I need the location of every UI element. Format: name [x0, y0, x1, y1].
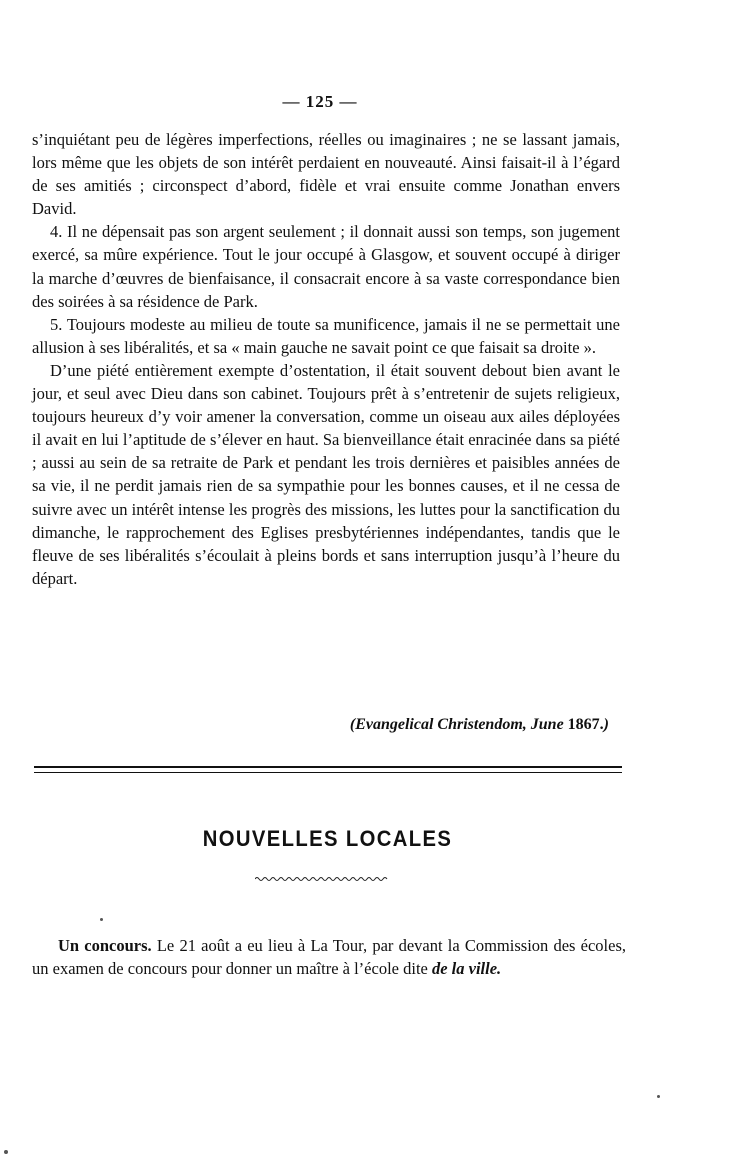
paper-speck [100, 918, 103, 921]
news-paragraph [32, 934, 626, 980]
article-body [32, 128, 620, 590]
paper-speck [657, 1095, 660, 1098]
news-lead: Un concours. [58, 936, 152, 955]
paragraph-point-5: 5. Toujours modeste au milieu de toute sa munificence, jamais il ne se permettait une allusion à ses libéralités, et sa « main gauche ne savait point ce que faisait sa droite ». [32, 314, 620, 357]
section-divider [34, 766, 622, 773]
citation-close-paren: ) [603, 716, 609, 733]
page-number: — 125 — [282, 92, 358, 111]
paragraph-continuation: s’inquiétant peu de légères imperfections, réelles ou imaginaires ; ne se lassant jamais, lors même que les objets de son intérêt perdaient en nouveauté. Ainsi faisait-il à l’égard de ses amitiés ; circonspect d’abord, fidèle et vrai ensuite comme Jonathan envers David. [32, 130, 620, 219]
section-title: NOUVELLES LOCALES [202, 826, 453, 851]
citation-date: 1867. [567, 716, 604, 733]
paper-speck [4, 1150, 8, 1154]
news-place: de la ville. [431, 959, 502, 979]
paragraph-point-4: 4. Il ne dépensait pas son argent seulement ; il donnait aussi son temps, son jugement exercé, sa mûre expérience. Tout le jour occupé à Glasgow, et souvent occupé à diriger la marche d’œuvres de bienfaisance, il consacrait encore à sa vaste correspondance bien des soirées à sa résidence de Park. [32, 222, 620, 311]
citation-open-paren: ( [349, 716, 356, 733]
source-citation [350, 716, 609, 734]
citation-source: Evangelical Christendom, June [355, 716, 564, 733]
paragraph-piety: D’une piété entièrement exempte d’ostentation, il était souvent debout bien avant le jour, et seul avec Dieu dans son cabinet. Toujours prêt à s’entretenir de sujets religieux, toujours heureux d’y voir amener la conversation, comme un oiseau aux ailes déployées il avait en lui l’aptitude de s’élever en haut. Sa bienveillance était enracinée dans sa piété ; aussi au sein de sa retraite de Park et pendant les trois dernières et paisibles années de sa vie, il ne perdit jamais rien de sa sympathie pour les bonnes causes, et il ne cessa de suivre avec un intérêt intense les progrès des missions, les luttes pour la sanctification du dimanche, le rapprochement des Eglises presbytériennes indépendantes, tandis que le fleuve de ses libéralités s’écoulait à pleins bords et sans interruption jusqu’à l’heure du départ. [32, 360, 620, 588]
wavy-ornament [255, 874, 390, 884]
news-text: Le 21 août a eu lieu à La Tour, par devant la Commission des écoles, un examen de concours pour donner un maître à l’école dite [32, 936, 626, 979]
local-news-item [32, 934, 626, 980]
